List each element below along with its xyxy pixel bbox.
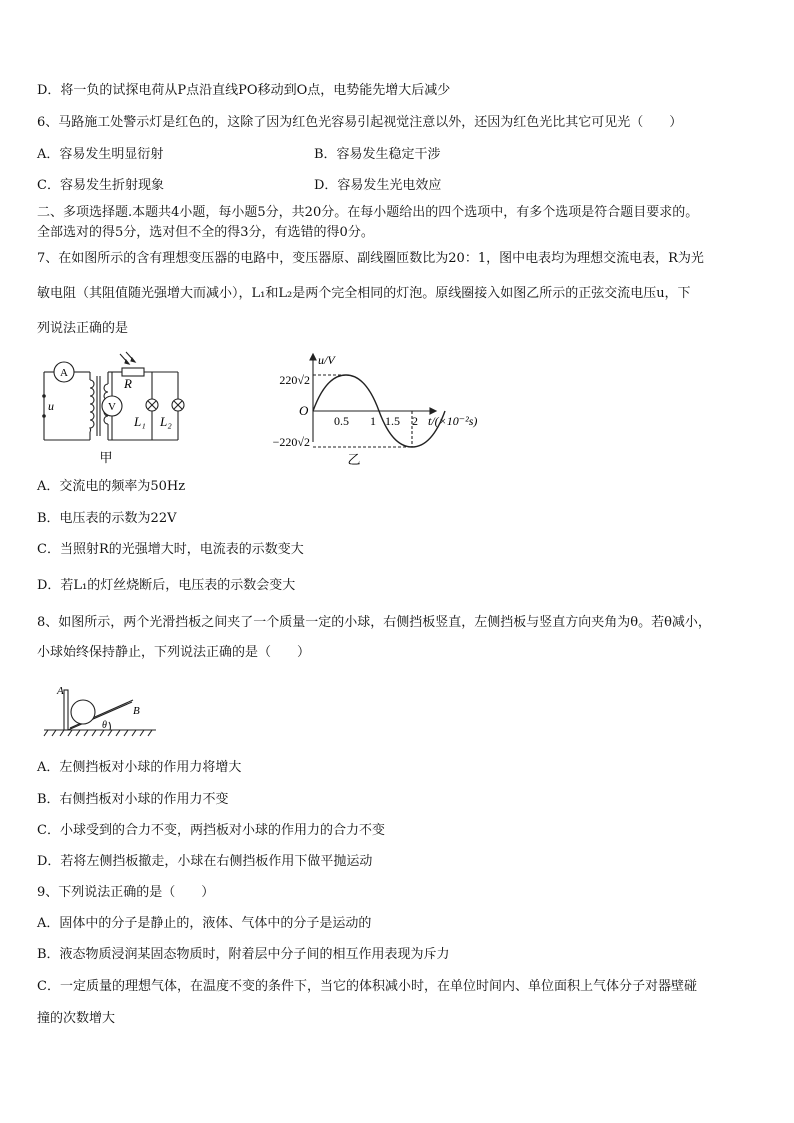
lamp2-label: L₂ [160, 414, 172, 429]
incline-label-b: B [133, 705, 140, 717]
y-max-label: 220√2 [279, 373, 310, 387]
section2-heading-line2: 全部选对的得5分，选对但不全的得3分，有选错的得0分。 [37, 225, 374, 240]
q6-option-a: A．容易发生明显衍射 [37, 147, 164, 162]
x-tick-0.5: 0.5 [334, 414, 349, 428]
graph-caption: 乙 [347, 452, 361, 467]
q8-stem-line1: 8、如图所示，两个光滑挡板之间夹了一个质量一定的小球，右侧挡板竖直，左侧挡板与竖直方向夹角为θ。若θ减小， [37, 615, 711, 630]
q6-option-d: D．容易发生光电效应 [314, 178, 442, 193]
q9-option-c-line1: C．一定质量的理想气体，在温度不变的条件下，当它的体积减小时，在单位时间内、单位面积上气体分子对器壁碰 [37, 979, 697, 994]
q8-option-d: D．若将左侧挡板撤走，小球在右侧挡板作用下做平抛运动 [37, 854, 373, 869]
q7-stem-line3: 列说法正确的是 [37, 321, 129, 336]
q8-stem-line2: 小球始终保持静止，下列说法正确的是（ ） [37, 645, 311, 660]
q8-option-c: C．小球受到的合力不变，两挡板对小球的作用力的合力不变 [37, 823, 385, 838]
q7-option-c: C．当照射R的光强增大时，电流表的示数变大 [37, 542, 304, 557]
source-label: u [48, 399, 54, 413]
q7-stem-line1: 7、在如图所示的含有理想变压器的电路中，变压器原、副线圈匝数比为20：1，图中电表均为理想交流电表，R为光 [37, 251, 704, 266]
q9-option-c-line2: 撞的次数增大 [37, 1011, 116, 1026]
section2-heading-line1: 二、多项选择题.本题共4小题，每小题5分，共20分。在每小题给出的四个选项中，有多个选项是符合题目要求的。 [37, 205, 699, 220]
x-tick-1: 1 [370, 414, 376, 428]
q6-option-c: C．容易发生折射现象 [37, 178, 164, 193]
q7-option-a: A．交流电的频率为50Hz [37, 479, 186, 494]
x-tick-2: 2 [412, 414, 418, 428]
resistor-label: R [124, 376, 132, 391]
q8-option-b: B．右侧挡板对小球的作用力不变 [37, 792, 229, 807]
q9-option-b: B．液态物质浸润某固态物质时，附着层中分子间的相互作用表现为斥力 [37, 947, 450, 962]
q8-option-a: A．左侧挡板对小球的作用力将增大 [37, 760, 242, 775]
incline-label-theta: θ [102, 720, 107, 731]
y-axis-label: u/V [318, 353, 335, 367]
q7-stem-line2: 敏电阻（其阻值随光强增大而减小），L₁和L₂是两个完全相同的灯泡。原线圈接入如图乙所示的正弦交流电压u，下 [37, 286, 691, 301]
x-tick-1.5: 1.5 [385, 414, 400, 428]
voltage-graph [262, 350, 522, 468]
origin-label: O [299, 403, 309, 418]
ammeter-label: A [60, 367, 68, 379]
x-axis-label: t/(×10⁻²s) [428, 414, 478, 428]
voltmeter-label: V [108, 401, 116, 413]
q9-stem: 9、下列说法正确的是（ ） [37, 885, 215, 900]
incline-figure [40, 680, 160, 742]
circuit-diagram [38, 350, 188, 468]
y-min-label: −220√2 [272, 435, 310, 449]
q7-option-b: B．电压表的示数为22V [37, 511, 177, 526]
q6-option-b: B．容易发生稳定干涉 [314, 147, 441, 162]
q7-option-d: D．若L₁的灯丝烧断后，电压表的示数会变大 [37, 578, 296, 593]
circuit-caption: 甲 [99, 450, 113, 465]
lamp1-label: L₁ [134, 414, 146, 429]
q5-option-d: D．将一负的试探电荷从P点沿直线PO移动到O点，电势能先增大后减少 [37, 83, 451, 98]
q9-option-a: A．固体中的分子是静止的，液体、气体中的分子是运动的 [37, 916, 372, 931]
incline-label-a: A [57, 685, 64, 697]
q6-stem: 6、马路施工处警示灯是红色的，这除了因为红色光容易引起视觉注意以外，还因为红色光比其它可见光（ ） [37, 115, 683, 130]
